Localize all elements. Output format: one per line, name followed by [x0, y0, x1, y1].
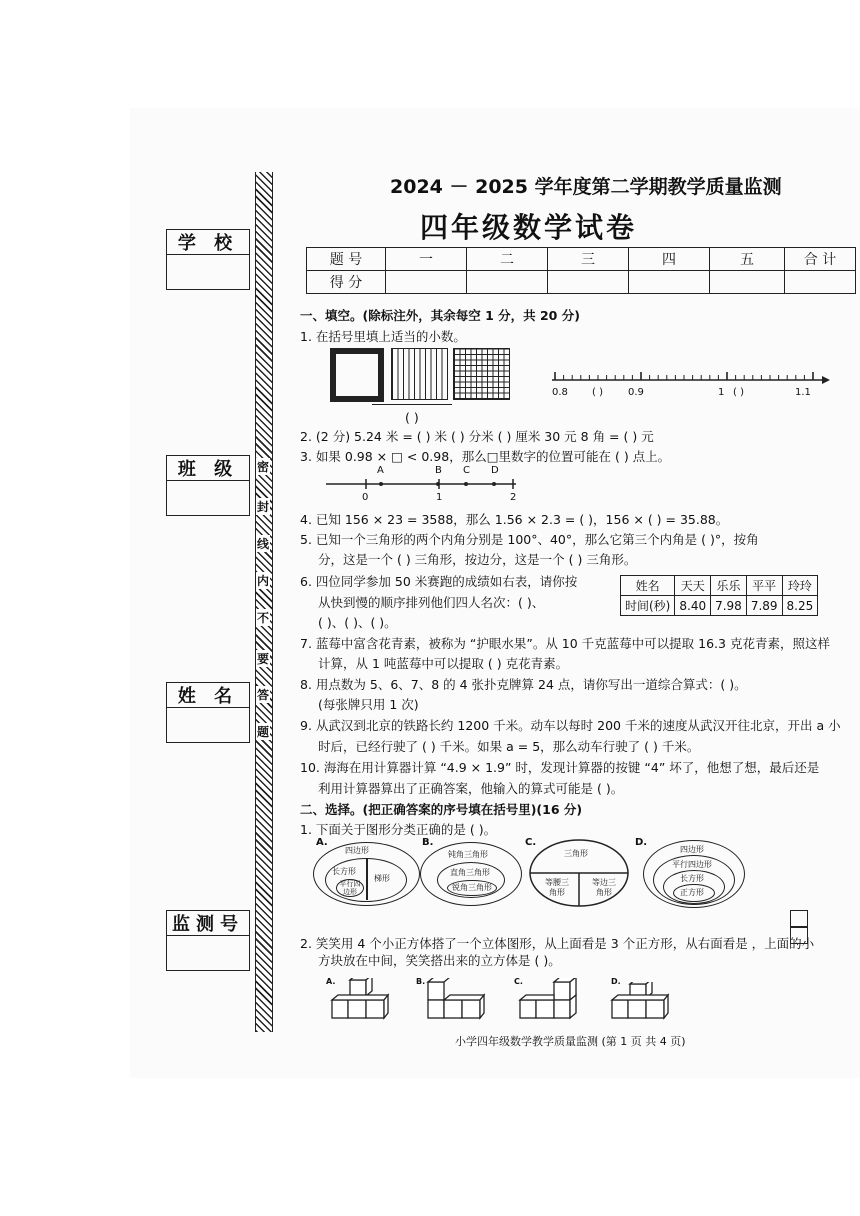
q6-text-cont2: ( )、( )、( )。	[318, 615, 397, 630]
grid-figure	[453, 348, 510, 400]
option-letter: D.	[635, 837, 648, 848]
name-label: 姓 名	[167, 683, 249, 708]
option-letter: B.	[422, 837, 434, 848]
q6-text: 6. 四位同学参加 50 米赛跑的成绩如右表，请你按	[300, 574, 578, 589]
q1-blank[interactable]: ( )	[405, 410, 419, 425]
tick-label: 2	[510, 492, 517, 503]
race-cell: 7.89	[746, 596, 782, 616]
q9-text: 9. 从武汉到北京的铁路长约 1200 千米。动车以每时 200 千米的速度从武汉开往北京，开出 a 小	[300, 718, 841, 733]
section2-heading: 二、选择。(把正确答案的序号填在括号里)(16 分)	[300, 802, 583, 817]
score-header-cell: 五	[710, 248, 785, 271]
race-table	[620, 575, 818, 616]
q9-text-cont: 时后，已经行驶了 ( ) 千米。如果 a = 5，那么动车行驶了 ( ) 千米。	[318, 739, 700, 754]
whole-square-figure	[330, 348, 384, 402]
seal-char: 线	[256, 537, 269, 551]
brace-line	[372, 404, 452, 405]
school-label: 学 校	[167, 230, 249, 255]
point-label: C	[463, 465, 470, 476]
s2-q2-text: 2. 笑笑用 4 个小正方体搭了一个立体图形，从上面看是 3 个正方形，从右面看是 ，上面的小	[300, 936, 815, 951]
diagram-label: 四边形	[680, 845, 704, 854]
seal-line	[255, 172, 273, 1032]
id-field[interactable]	[167, 936, 249, 970]
diagram-label: 平行四边形	[336, 879, 364, 897]
race-cell: 8.25	[782, 596, 818, 616]
cube-option-d[interactable]	[610, 982, 672, 1022]
name-box	[166, 682, 250, 743]
id-label: 监测号	[167, 911, 249, 936]
seal-char: 不	[256, 611, 269, 625]
tick-label: 1	[436, 492, 443, 503]
q5-text-cont: 分，这是一个 ( ) 三角形，按边分，这是一个 ( ) 三角形。	[318, 552, 637, 567]
exam-subject: 四年级数学试卷	[420, 211, 638, 244]
q2-text: 2. (2 分) 5.24 米 = ( ) 米 ( ) 分米 ( ) 厘米 30 元 8 角 = ( ) 元	[300, 429, 654, 444]
score-header-cell: 四	[629, 248, 710, 271]
diagram-label: 平行四边形	[672, 860, 712, 869]
nl-label: 0.8	[552, 387, 568, 398]
diagram-label: 锐角三角形	[452, 883, 492, 892]
q8-text-cont: (每张牌只用 1 次)	[318, 697, 419, 712]
q8-text: 8. 用点数为 5、6、7、8 的 4 张扑克牌算 24 点，请你写出一道综合算式：( )。	[300, 677, 747, 692]
diagram-label: 等腰三角形	[545, 878, 569, 897]
q7-text: 7. 蓝莓中富含花青素，被称为 “护眼水果”。从 10 千克蓝莓中可以提取 16.3 克花青素，照这样	[300, 636, 830, 651]
score-header-cell: 三	[548, 248, 629, 271]
nl-label: 0.9	[628, 387, 644, 398]
seal-char: 封	[256, 500, 269, 514]
score-header-cell: 题 号	[307, 248, 386, 271]
id-box	[166, 910, 250, 971]
q6-text-cont: 从快到慢的顺序排列他们四人名次：( )、	[318, 595, 545, 610]
class-field[interactable]	[167, 481, 249, 515]
score-header-cell: 一	[386, 248, 467, 271]
nl-label: 1.1	[795, 387, 811, 398]
race-header: 乐乐	[711, 576, 747, 596]
score-cell[interactable]	[629, 271, 710, 294]
cube-option-b[interactable]	[426, 978, 488, 1022]
q7-text-cont: 计算，从 1 吨蓝莓中可以提取 ( ) 克花青素。	[318, 656, 569, 671]
diagram-label: 梯形	[374, 874, 390, 883]
seal-char: 要	[256, 652, 269, 666]
diagram-label: 等边三角形	[592, 878, 616, 897]
right-view-figure	[790, 910, 808, 944]
point-label: B	[435, 465, 442, 476]
diagram-label: 直角三角形	[450, 868, 490, 877]
q3-number-line	[326, 478, 526, 490]
point-label: A	[377, 465, 384, 476]
strip-figure	[391, 348, 448, 400]
name-field[interactable]	[167, 708, 249, 742]
race-cell: 时间(秒)	[621, 596, 675, 616]
race-header: 玲玲	[782, 576, 818, 596]
nl-blank[interactable]: ( )	[733, 387, 744, 398]
class-label: 班 级	[167, 456, 249, 481]
diagram-label: 钝角三角形	[448, 850, 488, 859]
page-footer: 小学四年级数学教学质量监测 (第 1 页 共 4 页)	[455, 1035, 686, 1048]
nl-blank[interactable]: ( )	[592, 387, 603, 398]
seal-char: 题	[256, 725, 269, 739]
section1-heading: 一、填空。(除标注外，其余每空 1 分，共 20 分)	[300, 308, 580, 323]
q10-text-cont: 利用计算器算出了正确答案，他输入的算式可能是 ( )。	[318, 781, 624, 796]
diagram-label: 三角形	[564, 849, 588, 858]
tick-label: 0	[362, 492, 369, 503]
cube-option-letter: B.	[416, 977, 426, 986]
number-line	[550, 370, 830, 384]
option-letter: A.	[316, 837, 328, 848]
cube-option-letter: C.	[514, 977, 523, 986]
option-letter: C.	[525, 837, 537, 848]
q5-text: 5. 已知一个三角形的两个内角分别是 100°、40°，那么它第三个内角是 ( )°，按角	[300, 532, 759, 547]
race-cell: 8.40	[675, 596, 711, 616]
score-table	[306, 247, 856, 294]
score-row-label: 得 分	[307, 271, 386, 294]
score-cell[interactable]	[467, 271, 548, 294]
q3-text: 3. 如果 0.98 × □ < 0.98，那么□里数字的位置可能在 ( ) 点上。	[300, 449, 671, 464]
school-box	[166, 229, 250, 290]
cube-option-a[interactable]	[330, 978, 392, 1022]
q10-text: 10. 海海在用计算器计算 “4.9 × 1.9” 时，发现计算器的按键 “4” 坏了，他想了想，最后还是	[300, 760, 820, 775]
score-cell[interactable]	[710, 271, 785, 294]
cube-option-c[interactable]	[518, 978, 580, 1022]
diagram-label: 四边形	[345, 846, 369, 855]
score-cell[interactable]	[386, 271, 467, 294]
s2-q2-text-cont: 方块放在中间，笑笑搭出来的立方体是 ( )。	[318, 953, 561, 968]
score-header-cell: 合 计	[785, 248, 856, 271]
point-label: D	[491, 465, 499, 476]
q4-text: 4. 已知 156 × 23 = 3588，那么 1.56 × 2.3 = ( )，156 × ( ) = 35.88。	[300, 512, 729, 527]
race-header: 平平	[746, 576, 782, 596]
score-cell[interactable]	[785, 271, 856, 294]
nl-label: 1	[718, 387, 725, 398]
race-cell: 7.98	[711, 596, 747, 616]
q1-text: 1. 在括号里填上适当的小数。	[300, 329, 466, 344]
race-header: 姓名	[621, 576, 675, 596]
class-box	[166, 455, 250, 516]
seal-char: 内	[256, 574, 269, 588]
diagram-label: 正方形	[680, 888, 704, 897]
s2-q1-text: 1. 下面关于图形分类正确的是 ( )。	[300, 822, 497, 837]
seal-char: 答	[256, 688, 269, 702]
race-header: 天天	[675, 576, 711, 596]
score-cell[interactable]	[548, 271, 629, 294]
exam-title: 2024 － 2025 学年度第二学期教学质量监测	[390, 176, 782, 198]
option-a-divider	[366, 858, 368, 900]
school-field[interactable]	[167, 255, 249, 289]
seal-char: 密	[256, 460, 269, 474]
diagram-label: 长方形	[332, 867, 356, 876]
cube-option-letter: A.	[326, 977, 336, 986]
score-header-cell: 二	[467, 248, 548, 271]
diagram-label: 长方形	[680, 874, 704, 883]
cube-option-letter: D.	[611, 977, 621, 986]
